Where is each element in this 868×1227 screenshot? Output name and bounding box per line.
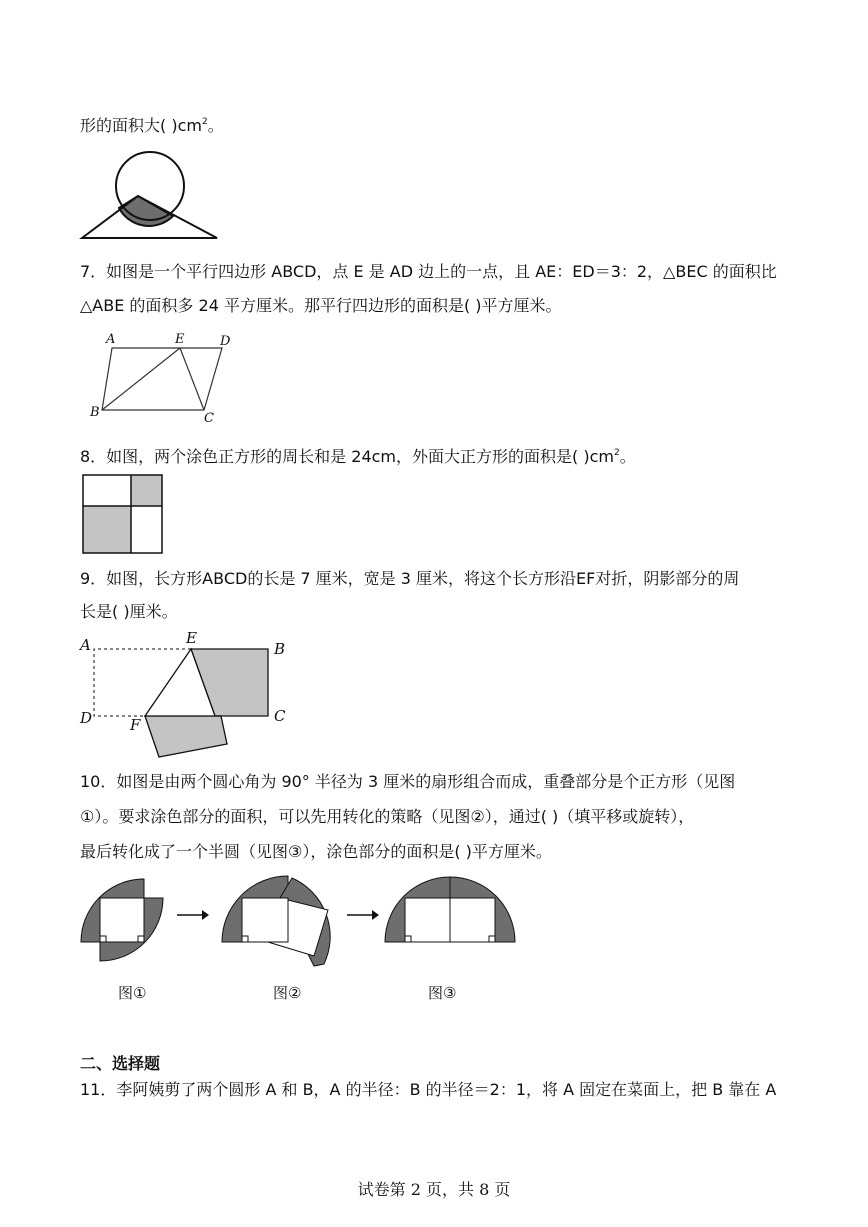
q10-arrow-1 <box>176 908 210 922</box>
q10-figure-3 <box>383 872 517 946</box>
q8-sup: 2 <box>613 448 620 458</box>
q10-fig2-square <box>242 898 288 942</box>
q7-label-c: C <box>204 411 214 426</box>
q10-line3: 最后转化成了一个半圆（见图③），涂色部分的面积是( )平方厘米。 <box>80 842 552 861</box>
q7-line1: 7．如图是一个平行四边形 ABCD，点 E 是 AD 边上的一点，且 AE：ED＝3：2，△BEC 的面积比 <box>80 262 777 281</box>
q9-label-b: B <box>274 640 286 658</box>
q11-text: 11．李阿姨剪了两个圆形 A 和 B，A 的半径：B 的半径＝2：1，将 A 固定在菜面上，把 B 靠在 A <box>80 1080 777 1099</box>
q6-figure <box>78 150 223 245</box>
q8-squares-figure <box>82 474 164 554</box>
section-heading-choice: 二、选择题 <box>80 1054 161 1073</box>
q10-arrow-2 <box>346 908 380 922</box>
q7-parallelogram <box>102 348 222 410</box>
q9-label-f: F <box>130 716 141 734</box>
q7-line2: △ABE 的面积多 24 平方厘米。那平行四边形的面积是( )平方厘米。 <box>80 296 562 315</box>
q6-text-main: 形的面积大( )cm <box>80 116 202 135</box>
q7-segment-ec <box>180 348 204 410</box>
q9-folded-rectangle-figure <box>76 630 296 765</box>
q8-text-end: 。 <box>619 447 636 466</box>
q9-label-c: C <box>274 707 286 725</box>
q7-label-b: B <box>90 405 100 420</box>
q10-fig1-overlap-square <box>100 898 144 942</box>
q10-caption-2: 图② <box>273 984 302 1002</box>
q7-label-e: E <box>175 332 185 347</box>
q6-text-end: 。 <box>207 116 224 135</box>
q10-line2: ①）。要求涂色部分的面积，可以先用转化的策略（见图②），通过( )（填平移或旋转）， <box>80 807 695 826</box>
q10-fig3-right-square <box>450 898 495 942</box>
q9-label-a: A <box>80 636 91 654</box>
q6-text <box>80 112 224 136</box>
q9-line2: 长是( )厘米。 <box>80 602 178 621</box>
q6-sup: 2 <box>201 117 208 127</box>
q8-text <box>80 443 636 467</box>
q7-segment-be <box>102 348 180 410</box>
q10-line1: 10．如图是由两个圆心角为 90° 半径为 3 厘米的扇形组合而成，重叠部分是个正方形（见图 <box>80 772 736 791</box>
q10-figure-1 <box>78 872 170 964</box>
q10-caption-1: 图① <box>118 984 147 1002</box>
q7-label-d: D <box>220 334 231 349</box>
q8-small-shaded-square <box>131 475 162 506</box>
q9-label-e: E <box>186 629 197 647</box>
q9-line1: 9．如图，长方形ABCD的长是 7 厘米，宽是 3 厘米，将这个长方形沿EF对折，阴影部分的周 <box>80 569 740 588</box>
q10-figure-2 <box>218 872 338 968</box>
q10-caption-3: 图③ <box>428 984 457 1002</box>
q7-parallelogram-figure <box>86 330 236 425</box>
q8-large-shaded-square <box>83 506 131 553</box>
q10-fig3-left-square <box>405 898 450 942</box>
page-footer: 试卷第 2 页，共 8 页 <box>357 1180 511 1199</box>
q7-label-a: A <box>106 332 116 347</box>
q8-text-main: 8．如图，两个涂色正方形的周长和是 24cm，外面大正方形的面积是( )cm <box>80 447 614 466</box>
q9-shaded-folded-part <box>145 716 227 757</box>
q9-label-d: D <box>80 709 93 727</box>
